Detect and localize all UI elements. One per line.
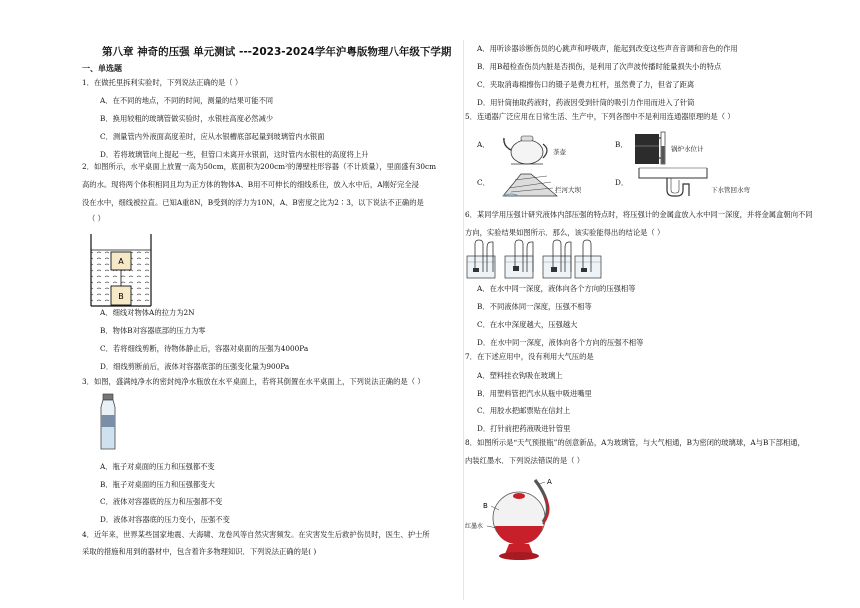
q2-option-b: B．物体B对容器底部的压力为零 <box>100 326 206 335</box>
dam-figure <box>501 168 559 198</box>
bottle-cap <box>103 394 113 400</box>
q6-option-b: B．不同液体同一深度，压强不相等 <box>477 302 592 311</box>
q5-caption-c: 拦河大坝 <box>555 186 581 194</box>
q5-option-a: A． <box>477 140 490 149</box>
red-ink-in-sphere <box>495 526 543 544</box>
q2-option-d: D．细线剪断前后，液体对容器底部的压强变化量为900Pa <box>100 362 290 371</box>
q2-stem-line4: （ ） <box>88 214 105 223</box>
gauge-set-4 <box>575 240 601 278</box>
q3-option-a: A．瓶子对桌面的压力和压强都不变 <box>100 462 215 471</box>
q2-option-a: A．细线对物体A的拉力为2N <box>100 308 195 317</box>
q7-stem: 7．在下述应用中，没有利用大气压的是 <box>465 352 594 361</box>
q2-option-c: C．若将细线剪断，待物体静止后，容器对桌面的压强为4000Pa <box>100 344 309 353</box>
section-heading: 一、单选题 <box>82 64 122 73</box>
q1-option-c: C．测量管内外液面高度差时，应从水银槽底部起量到玻璃管内水银面 <box>100 132 325 141</box>
q7-option-c: C．用胶水把邮票贴在信封上 <box>477 406 571 415</box>
q4-option-d: D．用针筒抽取药液时，药液因受到针筒的吸引力作用而进入了针筒 <box>477 98 695 107</box>
gauge-set-3 <box>543 240 571 278</box>
right-column <box>465 0 843 608</box>
q3-option-d: D．液体对容器底的压力变小，压强不变 <box>100 515 230 524</box>
q4-option-b: B．用B超检查伤员内脏是否损伤，是利用了次声波传播时能量损失小的特点 <box>477 62 722 71</box>
q6-option-a: A．在水中同一深度，液体向各个方向的压强相等 <box>477 284 636 293</box>
gauge-set-2 <box>505 240 533 278</box>
label-a: A <box>118 257 124 266</box>
label-b: B <box>118 292 124 301</box>
q8-stem-line1: 8．如图所示是“天气预报瓶”的创意新品，A为玻璃管，与大气相通，B为密闭的玻璃球，A与B下部相通， <box>465 438 805 447</box>
q6-stem-line1: 6．某同学用压强计研究液体内部压强的特点时，将压强计的金属盒放入水中同一深度，并将金属盒朝向不同 <box>465 210 813 219</box>
q4-stem-line1: 4．近年来，世界某些国家地震、大海啸、龙卷风等自然灾害频发。在灾害发生后救护伤员时，医生、护士所 <box>82 530 430 539</box>
sink-basin <box>639 168 707 178</box>
q3-bottle-figure <box>96 393 120 451</box>
bottle-water <box>102 427 115 449</box>
label-red-ink: 红墨水 <box>465 523 484 530</box>
boiler-body <box>635 134 659 164</box>
left-column <box>82 0 462 608</box>
q7-option-a: A．塑料挂衣钩吸在玻璃上 <box>477 371 563 380</box>
q5-stem: 5．连通器广泛应用在日常生活、生产中，下列各图中不是利用连通器原理的是（ ） <box>465 112 735 121</box>
trap-pipe <box>667 178 689 196</box>
q8-stem-line2: 内装红墨水．下列说法错误的是（ ） <box>465 456 585 465</box>
q6-option-c: C．在水中深度越大，压强越大 <box>477 320 578 329</box>
q2-stem-line2: 高的水。现将两个体积相同且均为正方体的物体A、B用不可伸长的细线系住，放入水中后，A刚好完全浸 <box>82 180 419 189</box>
q5-caption-a: 茶壶 <box>553 148 566 156</box>
q5-caption-d: 下水管回水弯 <box>711 186 750 194</box>
teapot-figure <box>501 128 553 166</box>
q2-container-figure <box>88 232 158 308</box>
q6-stem-line2: 方向，实验结果如图所示．那么，该实验能得出的结论是（ ） <box>465 228 665 237</box>
q1-stem: 1．在做托里拆利实验时，下列说法正确的是（ ） <box>82 78 243 87</box>
q4-option-c: C．夹取消毒棉擦伤口的镊子是费力杠杆，虽然费了力，但省了距离 <box>477 80 695 89</box>
bottle-label <box>101 415 115 427</box>
q3-option-c: C．液体对容器底的压力和压强都不变 <box>100 497 223 506</box>
gauge-set-1 <box>467 240 495 278</box>
q3-option-b: B．瓶子对桌面的压力和压强都变大 <box>100 480 215 489</box>
q7-option-d: D．打针前把药液吸进针管里 <box>477 424 571 433</box>
page-title: 第八章 神奇的压强 单元测试 ---2023-2024学年沪粤版物理八年级下学期 <box>102 46 452 58</box>
q4-stem-line2: 采取的措施和用到的器材中，包含着许多物理知识．下列说法正确的是( ) <box>82 547 317 556</box>
q6-option-d: D．在水中同一深度，液体向各个方向的压强不相等 <box>477 338 644 347</box>
q7-option-b: B．用塑料管把汽水从瓶中吸进嘴里 <box>477 389 592 398</box>
q3-stem: 3．如图，盛满纯净水的密封纯净水瓶放在水平桌面上，若将其倒置在水平桌面上，下列说法正确的是（ ） <box>82 377 425 386</box>
teapot-spout <box>504 138 511 150</box>
q1-option-a: A．在不同的地点，不同的时间，测量的结果可能不同 <box>100 96 274 105</box>
q2-stem-line1: 2．如图所示，水平桌面上放置一高为50cm，底面积为200cm²的薄壁柱形容器（不计质量），里面盛有30cm <box>82 162 437 171</box>
weather-bottle-figure <box>465 470 575 566</box>
sink-trap-figure <box>635 162 715 198</box>
q1-option-d: D．若将玻璃管向上提起一些，但管口未离开水银面，这时管内水银柱的高度将上升 <box>100 150 369 159</box>
column-separator <box>463 40 464 600</box>
q5-option-c: C． <box>477 178 490 187</box>
label-tube-a: A <box>547 478 552 486</box>
q5-caption-b: 锅炉水位计 <box>671 145 704 153</box>
q4-option-a: A．用听诊器诊断伤员的心跳声和呼吸声，能起到改变这些声音音调和音色的作用 <box>477 44 738 53</box>
q5-option-d: D． <box>615 178 629 187</box>
q6-pressure-gauge-figure <box>465 238 605 280</box>
q5-option-b: B． <box>615 140 628 149</box>
q2-stem-line3: 没在水中，细线被拉直。已知A重8N，B受到的浮力为10N，A、B密度之比为2∶3，以下说法不正确的是 <box>82 198 424 207</box>
q1-option-b: B．换用较粗的玻璃管做实验时，水银柱高度必然减少 <box>100 114 274 123</box>
label-sphere-b: B <box>483 502 488 510</box>
